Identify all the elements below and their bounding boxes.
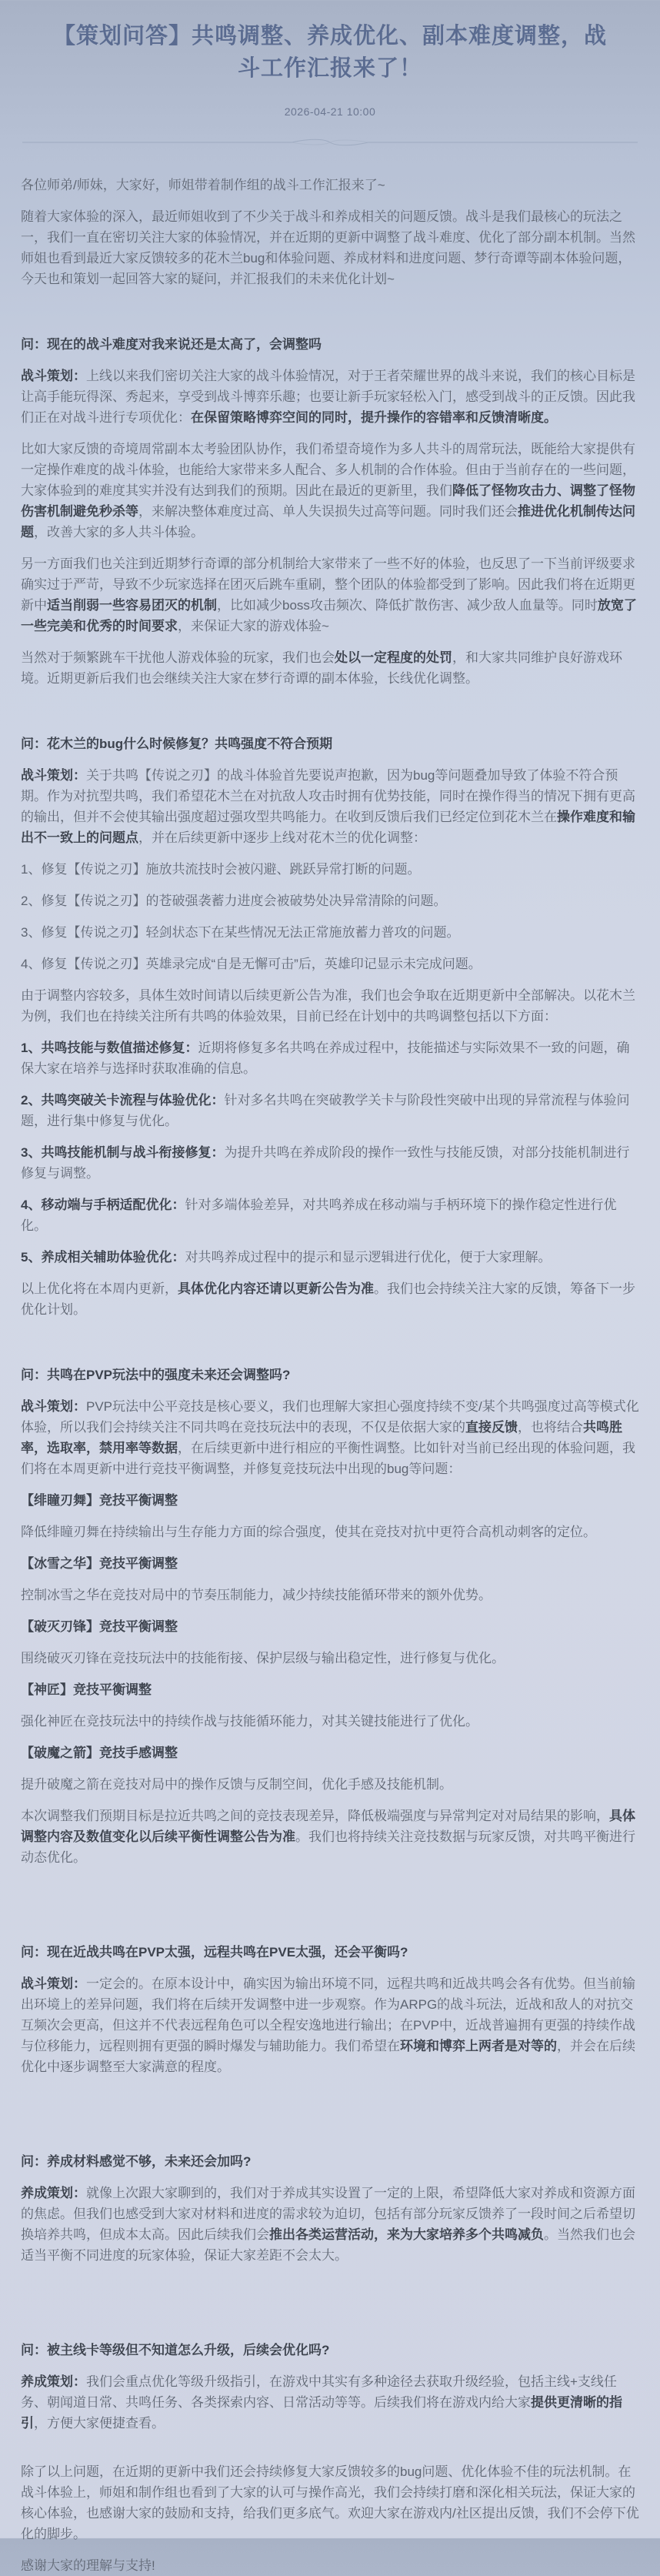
paragraph: 4、修复【传说之刃】英雄录完成“自是无懈可击”后，英雄印记显示未完成问题。 <box>21 957 482 971</box>
paragraph: 3、修复【传说之刃】轻剑状态下在某些情况无法正常施放蓄力普攻的问题。 <box>21 925 460 940</box>
divider-ornament-icon <box>22 139 638 145</box>
page-title: 【策划问答】共鸣调整、养成优化、副本难度调整，战斗工作汇报来了！ <box>52 24 607 81</box>
section-divider <box>21 137 639 148</box>
paragraph: 2、共鸣突破关卡流程与体验优化：针对多名共鸣在突破教学关卡与阶段性突破中出现的异常流程与体验问题，进行集中修复与优化。 <box>21 1093 630 1128</box>
paragraph: 战斗策划：上线以来我们密切关注大家的战斗体验情况，对于王者荣耀世界的战斗来说，我们的核心目标是让高手能玩得深、秀起来，享受到战斗博弈乐趣；也要让新手玩家轻松入门，感受到战斗的正反馈。因此我们正在对战斗进行专项优化：在保留策略博弈空间的同时，提升操作的容错率和反馈清晰度。 <box>21 369 635 425</box>
paragraph: 【绯瞳刃舞】竞技平衡调整 <box>21 1493 178 1508</box>
question-heading: 问：花木兰的bug什么时候修复？共鸣强度不符合预期 <box>21 737 333 751</box>
question-heading: 问：共鸣在PVP玩法中的强度未来还会调整吗? <box>21 1368 291 1382</box>
paragraph: 5、养成相关辅助体验优化：对共鸣养成过程中的提示和显示逻辑进行优化，便于大家理解。 <box>21 1250 552 1265</box>
paragraph: 3、共鸣技能机制与战斗衔接修复：为提升共鸣在养成阶段的操作一致性与技能反馈，对部分技能机制进行修复与调整。 <box>21 1145 630 1181</box>
paragraph: 本次调整我们预期目标是拉近共鸣之间的竞技表现差异，降低极端强度与异常判定对对局结果的影响，具体调整内容及数值变化以后续平衡性调整公告为准。我们也将持续关注竞技数据与玩家反馈，对共鸣平衡进行动态优化。 <box>21 1809 635 1865</box>
question-heading: 问：被主线卡等级但不知道怎么升级，后续会优化吗? <box>21 2343 330 2357</box>
article-header <box>21 0 639 148</box>
publish-date: 2026-04-21 10:00 <box>284 105 376 118</box>
paragraph: 养成策划：我们会重点优化等级升级指引，在游戏中其实有多种途径去获取升级经验，包括主线+支线任务、朝闻道日常、共鸣任务、各类探索内容、日常活动等等。后续我们将在游戏内给大家提供更清晰的指引，方便大家便捷查看。 <box>21 2374 622 2431</box>
paragraph: 另一方面我们也关注到近期梦行奇谭的部分机制给大家带来了一些不好的体验，也反思了一下当前评级要求确实过于严苛，导致不少玩家选择在团灭后跳车重刷，整个团队的体验都受到了影响。因此我们将在近期更新中适当削弱一些容易团灭的机制，比如减少boss攻击频次、降低扩散伤害、减少敌人血量等。同时放宽了一些完美和优秀的时间要求，来保证大家的游戏体验~ <box>21 556 637 633</box>
paragraph: 当然对于频繁跳车干扰他人游戏体验的玩家，我们也会处以一定程度的处罚，和大家共同维护良好游戏环境。近期更新后我们也会继续关注大家在梦行奇谭的副本体验，长线优化调整。 <box>21 650 622 686</box>
paragraph: 强化神匠在竞技玩法中的持续作战与技能循环能力，对其关键技能进行了优化。 <box>21 1714 478 1729</box>
paragraph: 1、共鸣技能与数值描述修复：近期将修复多名共鸣在养成过程中，技能描述与实际效果不一致的问题，确保大家在培养与选择时获取准确的信息。 <box>21 1041 630 1076</box>
article-body <box>21 148 639 2576</box>
paragraph: 2、修复【传说之刃】的苍破强袭蓄力进度会被破势处决异常清除的问题。 <box>21 894 447 908</box>
paragraph: 1、修复【传说之刃】施放共流技时会被闪避、跳跃异常打断的问题。 <box>21 862 421 877</box>
paragraph: 以上优化将在本周内更新，具体优化内容还请以更新公告为准。我们也会持续关注大家的反馈，筹备下一步优化计划。 <box>21 1281 635 1317</box>
paragraph: 战斗策划：一定会的。在原本设计中，确实因为输出环境不同，远程共鸣和近战共鸣会各有优势。但当前输出环境上的差异问题，我们将在后续开发调整中进一步观察。作为ARPG的战斗玩法，近战和敌人的对抗交互频次会更高，但这并不代表远程角色可以全程安逸地进行输出；在PVP中，近战普遍拥有更强的持续作战与位移能力，远程则拥有更强的瞬时爆发与辅助能力。我们希望在环境和博弈上两者是对等的，并会在后续优化中逐步调整至大家满意的程度。 <box>21 1976 636 2074</box>
paragraph: 战斗策划：PVP玩法中公平竞技是核心要义，我们也理解大家担心强度持续不变/某个共鸣强度过高等模式化体验，所以我们会持续关注不同共鸣在竞技玩法中的表现，不仅是依据大家的直接反馈，也将结合共鸣胜率，选取率，禁用率等数据，在后续更新中进行相应的平衡性调整。比如针对当前已经出现的体验问题，我们将在本周更新中进行竞技平衡调整，并修复竞技玩法中出现的bug等问题： <box>21 1399 639 1476</box>
paragraph: 【冰雪之华】竞技平衡调整 <box>21 1556 178 1571</box>
paragraph: 【破魔之箭】竞技手感调整 <box>21 1746 178 1760</box>
paragraph: 感谢大家的理解与支持! <box>21 2558 155 2573</box>
paragraph: 除了以上问题，在近期的更新中我们还会持续修复大家反馈较多的bug问题、优化体验不佳的玩法机制。在战斗体验上，师姐和制作组也看到了大家的认可与操作高光，我们会持续打磨和深化相关玩法，保证大家的核心体验，也感谢大家的鼓励和支持，给我们更多底气。欢迎大家在游戏内/社区提出反馈，我们不会停下优化的脚步。 <box>21 2464 639 2541</box>
paragraph: 提升破魔之箭在竞技对局中的操作反馈与反制空间，优化手感及技能机制。 <box>21 1777 452 1792</box>
paragraph: 养成策划：就像上次跟大家聊到的，我们对于养成其实设置了一定的上限，希望降低大家对养成和资源方面的焦虑。但我们也感受到大家对材料和进度的需求较为迫切，包括有部分玩家反馈养了一段时间之后希望切换培养共鸣，但成本太高。因此后续我们会推出各类运营活动，来为大家培养多个共鸣减负。当然我们也会适当平衡不同进度的玩家体验，保证大家差距不会太大。 <box>21 2186 635 2263</box>
paragraph: 比如大家反馈的奇境周常副本太考验团队协作，我们希望奇境作为多人共斗的周常玩法，既能给大家提供有一定操作难度的战斗体验，也能给大家带来多人配合、多人机制的合作体验。但由于当前存在的一些问题，大家体验到的难度其实并没有达到我们的预期。因此在最近的更新里，我们降低了怪物攻击力、调整了怪物伤害机制避免秒杀等，来解决整体难度过高、单人失误损失过高等问题。同时我们还会推进优化机制传达问题，改善大家的多人共斗体验。 <box>21 442 635 540</box>
paragraph: 随着大家体验的深入，最近师姐收到了不少关于战斗和养成相关的问题反馈。战斗是我们最核心的玩法之一，我们一直在密切关注大家的体验情况，并在近期的更新中调整了战斗难度、优化了部分副本机制。当然师姐也看到最近大家反馈较多的花木兰bug和体验问题、养成材料和进度问题、梦行奇谭等副本体验问题，今天也和策划一起回答大家的疑问，并汇报我们的未来优化计划~ <box>21 209 635 286</box>
paragraph: 【破灭刃锋】竞技平衡调整 <box>21 1619 178 1634</box>
paragraph: 围绕破灭刃锋在竞技玩法中的技能衔接、保护层级与输出稳定性，进行修复与优化。 <box>21 1651 505 1666</box>
paragraph: 由于调整内容较多，具体生效时间请以后续更新公告为准，我们也会争取在近期更新中全部解决。以花木兰为例，我们也在持续关注所有共鸣的体验效果，目前已经在计划中的共鸣调整包括以下方面： <box>21 988 635 1024</box>
paragraph: 控制冰雪之华在竞技对局中的节奏压制能力，减少持续技能循环带来的额外优势。 <box>21 1588 492 1602</box>
question-heading: 问：养成材料感觉不够，未来还会加吗? <box>21 2154 252 2169</box>
paragraph: 4、移动端与手柄适配优化：针对多端体验差异，对共鸣养成在移动端与手柄环境下的操作稳定性进行优化。 <box>21 1198 617 1233</box>
paragraph: 各位师弟/师妹，大家好，师姐带着制作组的战斗工作汇报来了~ <box>21 178 385 192</box>
question-heading: 问：现在的战斗难度对我来说还是太高了，会调整吗 <box>21 337 322 352</box>
paragraph: 降低绯瞳刃舞在持续输出与生存能力方面的综合强度，使其在竞技对抗中更符合高机动刺客的定位。 <box>21 1525 596 1539</box>
paragraph: 战斗策划：关于共鸣【传说之刃】的战斗体验首先要说声抱歉，因为bug等问题叠加导致了体验不符合预期。作为对抗型共鸣，我们希望花木兰在对抗敌人攻击时拥有优势技能，同时在操作得当的情况下拥有更高的输出，但并不会使其输出强度超过强攻型共鸣能力。在收到反馈后我们已经定位到花木兰在操作难度和输出不一致上的问题点，并在后续更新中逐步上线对花木兰的优化调整： <box>21 768 635 845</box>
question-heading: 问：现在近战共鸣在PVP太强，远程共鸣在PVE太强，还会平衡吗? <box>21 1945 408 1960</box>
paragraph: 【神匠】竞技平衡调整 <box>21 1682 152 1697</box>
